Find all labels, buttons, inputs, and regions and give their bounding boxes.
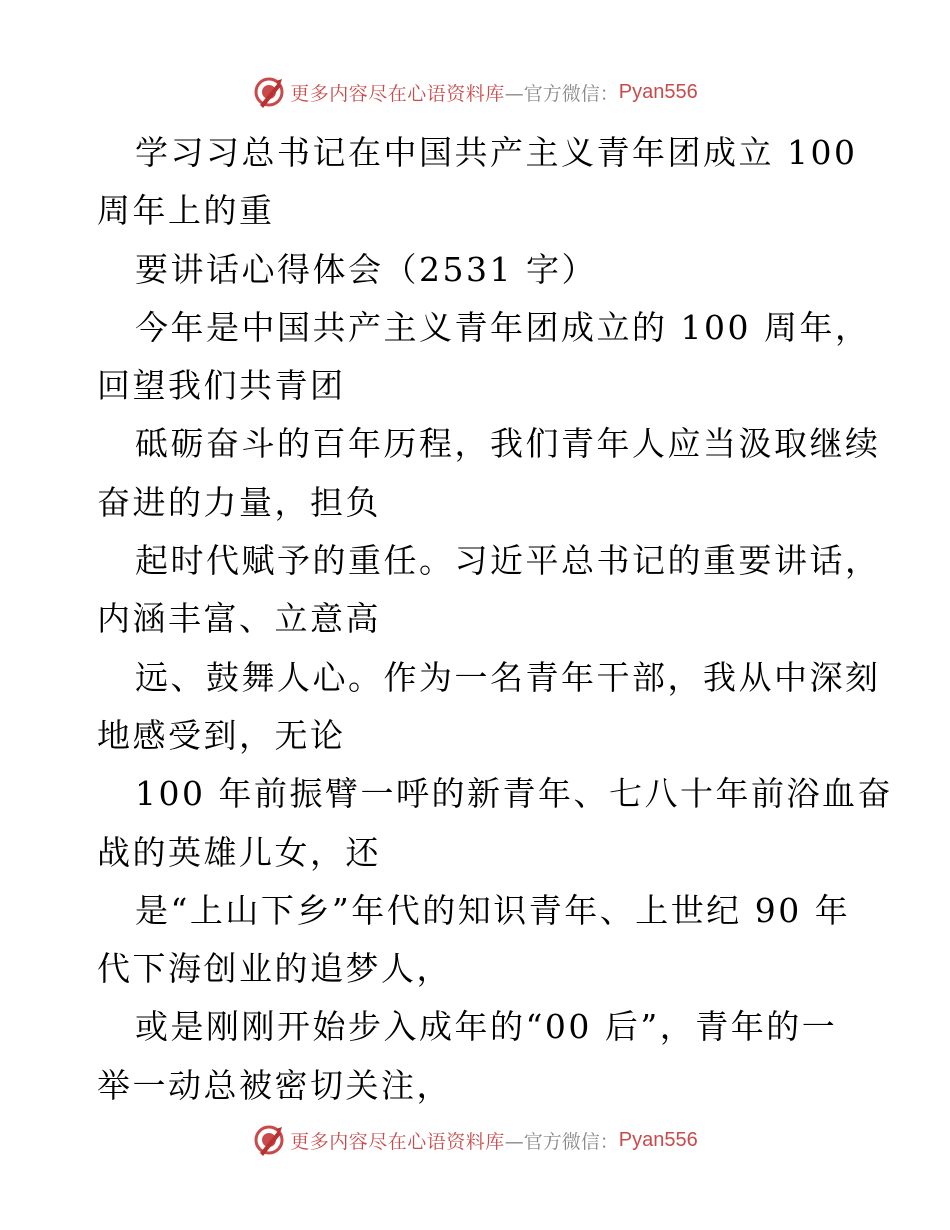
text-line: 周年上的重 — [97, 191, 275, 231]
watermark-banner-top — [0, 70, 950, 114]
text-line: 学习习总书记在中国共产主义青年团成立 100 — [135, 133, 858, 172]
text-line: 起时代赋予的重任。习近平总书记的重要讲话， — [135, 541, 881, 581]
text-line: 奋进的力量，担负 — [97, 482, 381, 522]
text-line: 战的英雄儿女，还 — [97, 832, 381, 872]
text-line: 是“上山下乡”年代的知识青年、上世纪 90 年 — [135, 890, 851, 930]
text-line: 或是刚刚开始步入成年的“00 后”，青年的一 — [135, 1007, 838, 1047]
text-line: 要讲话心得体会（2531 字） — [135, 249, 597, 289]
text-line: 回望我们共青团 — [97, 366, 346, 406]
red-pen-logo-icon — [252, 75, 286, 109]
watermark-wechat-id: Pyan556 — [618, 80, 698, 103]
text-line: 今年是中国共产主义青年团成立的 100 周年， — [135, 307, 871, 347]
watermark-wechat-id: Pyan556 — [618, 1128, 698, 1151]
document-body — [97, 124, 893, 1115]
text-line: 内涵丰富、立意高 — [97, 599, 381, 639]
text-line: 远、鼓舞人心。作为一名青年干部，我从中深刻 — [135, 657, 881, 697]
text-line: 砥砺奋斗的百年历程，我们青年人应当汲取继续 — [135, 424, 881, 464]
watermark-text: 更多内容尽在心语资料库 — [290, 82, 505, 105]
watermark-text: 更多内容尽在心语资料库 — [290, 1130, 505, 1153]
watermark-separator: —官方微信： — [504, 82, 619, 105]
text-line: 代下海创业的追梦人， — [97, 949, 452, 989]
red-pen-logo-icon — [252, 1123, 286, 1157]
text-line: 举一动总被密切关注， — [97, 1065, 452, 1105]
watermark-banner-bottom — [0, 1118, 950, 1162]
watermark-separator: —官方微信： — [504, 1130, 619, 1153]
text-line: 100 年前振臂一呼的新青年、七八十年前浴血奋 — [135, 774, 893, 814]
text-line: 地感受到，无论 — [97, 715, 346, 755]
